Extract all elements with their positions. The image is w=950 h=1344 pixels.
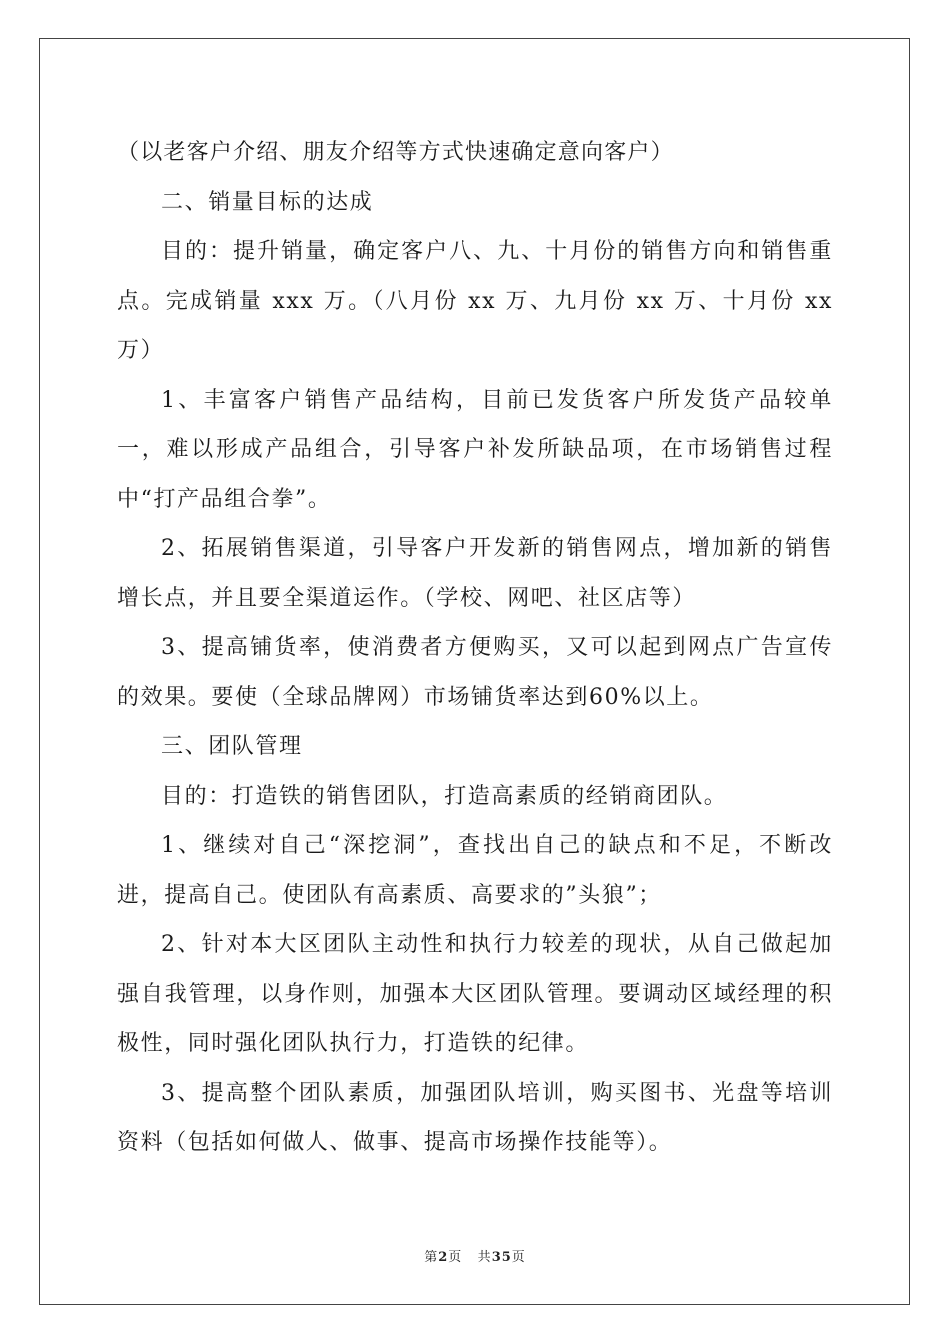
paragraph: 1、继续对自己“深挖洞”，查找出自己的缺点和不足，不断改进，提高自己。使团队有高素质、高要求的”头狼”； (117, 833, 833, 908)
page-footer (0, 1246, 950, 1265)
section-heading: 三、团队管理 (161, 734, 303, 759)
total-pages: 35 (491, 1250, 512, 1265)
page-prefix: 第 (424, 1250, 439, 1265)
paragraph: 3、提高铺货率，使消费者方便购买，又可以起到网点广告宣传的效果。要使（全球品牌网）市场铺货率达到60%以上。 (117, 635, 833, 710)
section-heading: 二、销量目标的达成 (161, 189, 374, 215)
total-suffix: 页 (511, 1250, 526, 1265)
page-number: 2 (438, 1250, 449, 1265)
paragraph: 1、丰富客户销售产品结构，目前已发货客户所发货产品较单一，难以形成产品组合，引导客户补发所缺品项，在市场销售过程中“打产品组合拳”。 (117, 387, 833, 512)
total-prefix: 共 (477, 1250, 492, 1265)
paragraph: 目的：打造铁的销售团队，打造高素质的经销商团队。 (161, 783, 728, 809)
paragraph: 2、拓展销售渠道，引导客户开发新的销售网点，增加新的销售增长点，并且要全渠道运作。（学校、网吧、社区店等） (117, 536, 833, 611)
document-body (117, 128, 833, 1168)
paragraph: 2、针对本大区团队主动性和执行力较差的现状，从自己做起加强自我管理，以身作则，加强本大区团队管理。要调动区域经理的积极性，同时强化团队执行力，打造铁的纪律。 (117, 932, 833, 1056)
paragraph: （以老客户介绍、朋友介绍等方式快速确定意向客户） (117, 140, 674, 165)
page-suffix: 页 (448, 1250, 463, 1265)
paragraph: 目的：提升销量，确定客户八、九、十月份的销售方向和销售重点。完成销量 xxx 万。（八月份 xx 万、九月份 xx 万、十月份 xx 万） (117, 239, 833, 363)
paragraph: 3、提高整个团队素质，加强团队培训，购买图书、光盘等培训资料（包括如何做人、做事、提高市场操作技能等）。 (117, 1080, 833, 1155)
